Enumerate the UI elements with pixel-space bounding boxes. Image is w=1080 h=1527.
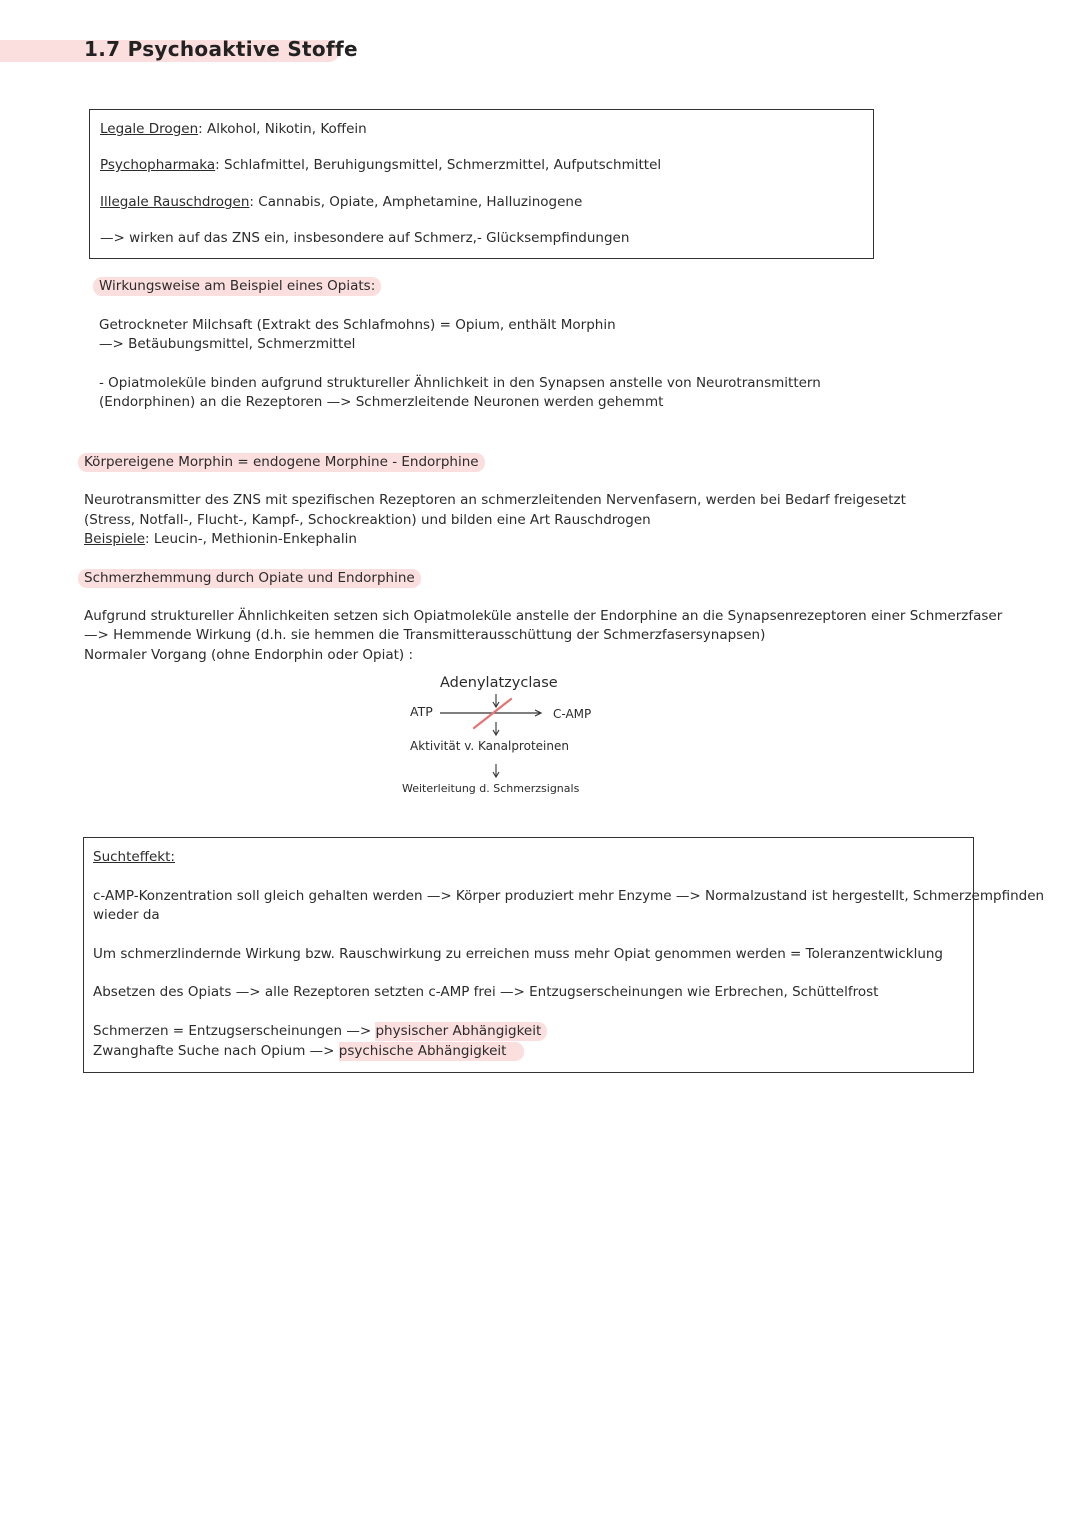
hemmung-line-2: —> Hemmende Wirkung (d.h. sie hemmen die Transmitterausschüttung der Schmerzfasersynapsen)	[84, 627, 766, 643]
endorphine-heading-text: Körpereigene Morphin = endogene Morphine - Endorphine	[78, 453, 485, 472]
physical-dependency-highlight: physischer Abhängigkeit	[375, 1022, 547, 1041]
hemmung-line-1: Aufgrund struktureller Ähnlichkeiten setzen sich Opiatmoleküle anstelle der Endorphine an die Synapsenrezeptoren einer Schmerzfaser	[84, 608, 1003, 624]
sucht-line-6-prefix: Zwanghafte Suche nach Opium —>	[93, 1043, 339, 1059]
weiterleitung-label: Weiterleitung d. Schmerzsignals	[402, 782, 580, 795]
illegal-drugs-text: : Cannabis, Opiate, Amphetamine, Halluzinogene	[249, 194, 583, 210]
sucht-heading-text: Suchteffekt:	[93, 849, 175, 865]
sucht-line-6	[93, 1042, 524, 1061]
sucht-line-5	[93, 1022, 547, 1041]
sucht-heading	[93, 848, 175, 867]
sucht-line-3: Um schmerzlindernde Wirkung bzw. Rauschwirkung zu erreichen muss mehr Opiat genommen werden = Toleranzentwicklung	[93, 946, 944, 962]
sucht-line-1: c-AMP-Konzentration soll gleich gehalten werden —> Körper produziert mehr Enzyme —> Normalzustand ist hergestellt, Schmerzempfinden	[93, 888, 1045, 904]
effect-line: —> wirken auf das ZNS ein, insbesondere auf Schmerz,- Glücksempfindungen	[100, 230, 630, 246]
enzyme-label: Adenylatzyclase	[440, 675, 558, 691]
wirkung-heading-text: Wirkungsweise am Beispiel eines Opiats:	[93, 277, 381, 296]
legal-drugs-text: : Alkohol, Nikotin, Koffein	[198, 121, 367, 137]
wirkung-line-3: - Opiatmoleküle binden aufgrund struktureller Ähnlichkeit in den Synapsen anstelle von Neurotransmittern	[99, 375, 821, 391]
legal-drugs-label: Legale Drogen	[100, 121, 199, 137]
psychological-dependency-highlight: psychische Abhängigkeit	[339, 1042, 525, 1061]
beispiele-label: Beispiele	[84, 531, 146, 547]
endorphine-line-1: Neurotransmitter des ZNS mit spezifischen Rezeptoren an schmerzleitenden Nervenfasern, werden bei Bedarf freigesetzt	[84, 492, 906, 508]
page-title: 1.7 Psychoaktive Stoffe	[84, 37, 358, 61]
sucht-line-2: wieder da	[93, 907, 160, 923]
sucht-line-4: Absetzen des Opiats —> alle Rezeptoren setzten c-AMP frei —> Entzugserscheinungen wie Erbrechen, Schüttelfrost	[93, 984, 879, 1000]
beispiele-text: : Leucin-, Methionin-Enkephalin	[145, 531, 357, 547]
wirkung-line-4: (Endorphinen) an die Rezeptoren —> Schmerzleitende Neuronen werden gehemmt	[99, 394, 664, 410]
sucht-line-5-prefix: Schmerzen = Entzugserscheinungen —>	[93, 1023, 376, 1039]
wirkung-line-1: Getrockneter Milchsaft (Extrakt des Schlafmohns) = Opium, enthält Morphin	[99, 317, 616, 333]
hemmung-heading-text: Schmerzhemmung durch Opiate und Endorphine	[78, 569, 421, 588]
psychopharmaka-label: Psychopharmaka	[100, 157, 216, 173]
illegal-drugs-label: Illegale Rauschdrogen	[100, 194, 250, 210]
atp-label: ATP	[410, 704, 433, 719]
wirkung-line-2: —> Betäubungsmittel, Schmerzmittel	[99, 336, 356, 352]
hemmung-line-3: Normaler Vorgang (ohne Endorphin oder Opiat) :	[84, 647, 414, 663]
endorphine-line-2: (Stress, Notfall-, Flucht-, Kampf-, Schockreaktion) und bilden eine Art Rauschdrogen	[84, 512, 651, 528]
camp-label: C-AMP	[553, 707, 592, 721]
psychopharmaka-text: : Schlafmittel, Beruhigungsmittel, Schmerzmittel, Aufputschmittel	[215, 157, 662, 173]
kanal-label: Aktivität v. Kanalproteinen	[410, 739, 569, 753]
